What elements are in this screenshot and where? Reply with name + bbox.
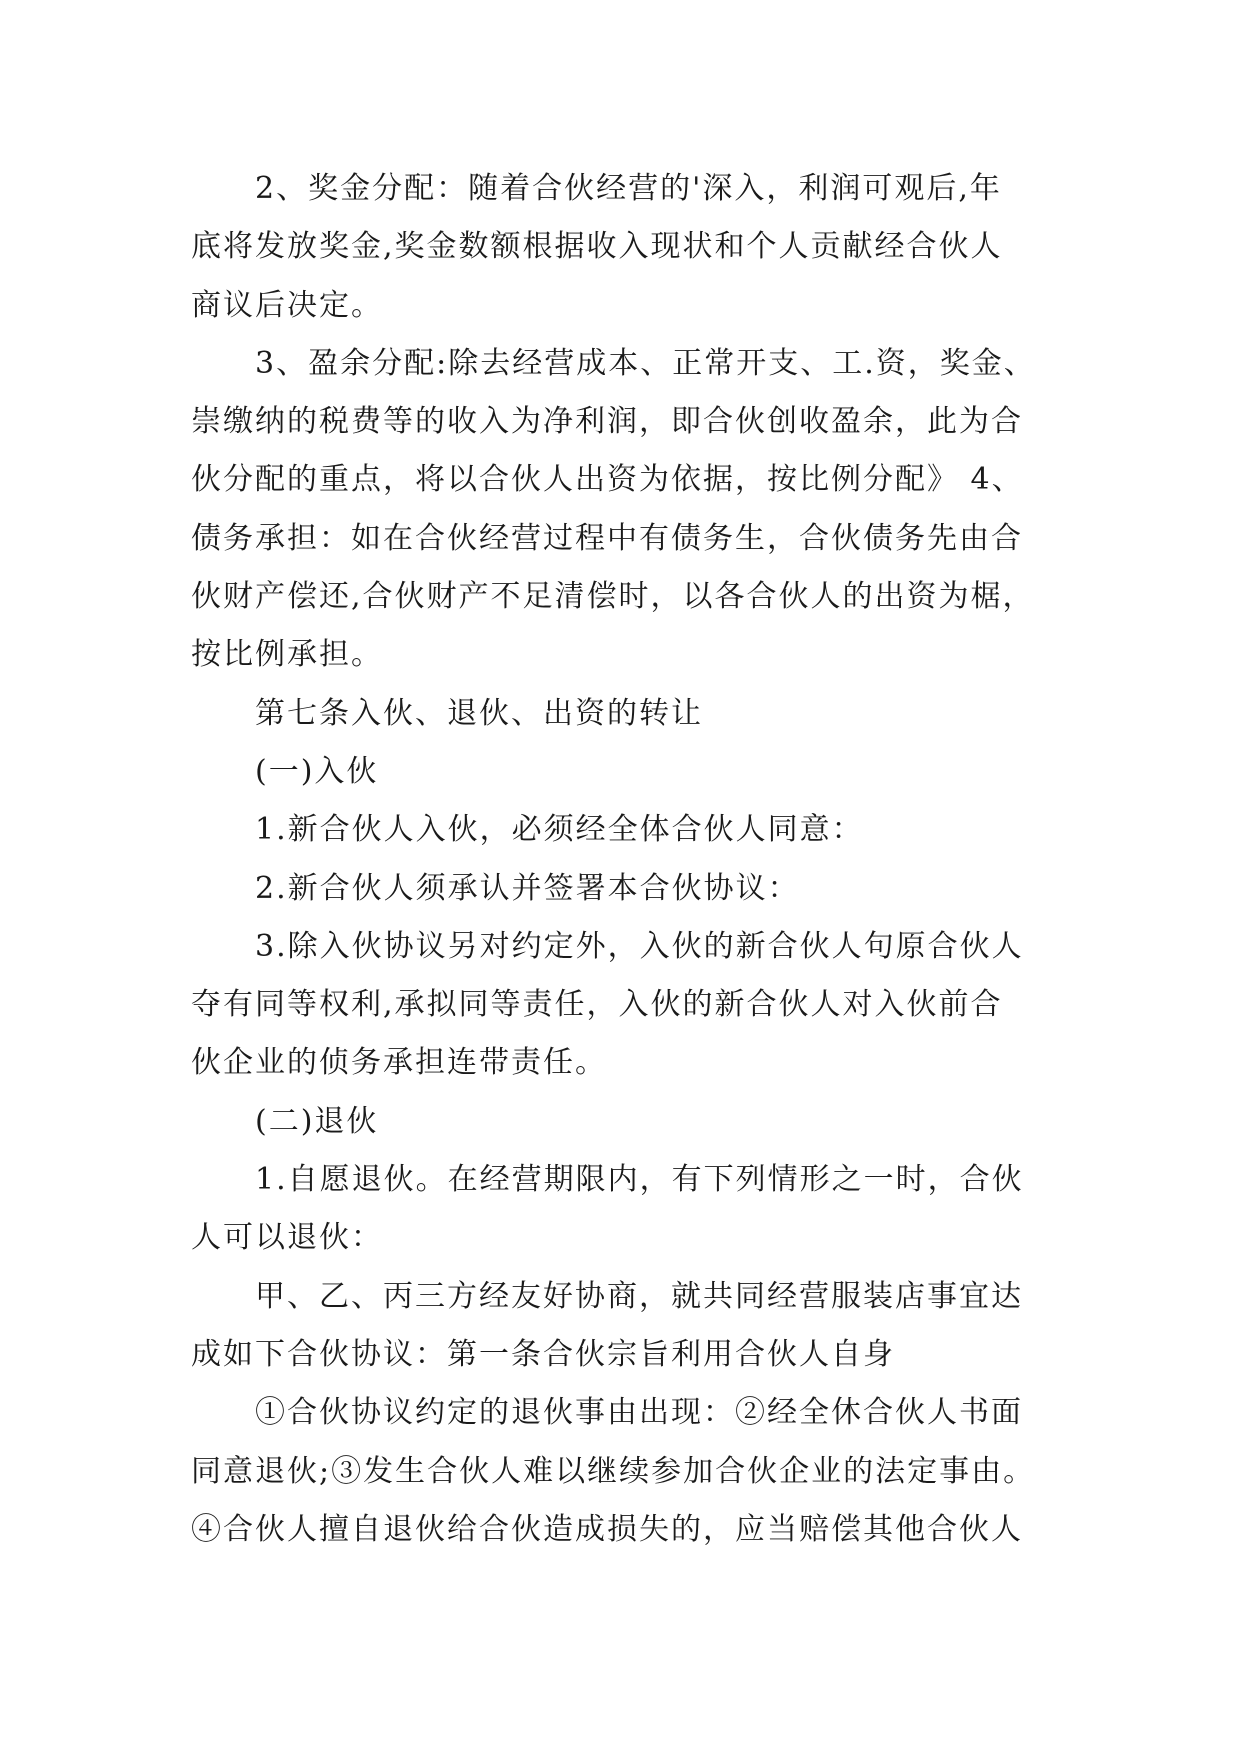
document-body	[191, 160, 1051, 1559]
text-line: 商议后决定。	[191, 287, 383, 323]
text-line: 2.新合伙人须承认并签署本合伙协议：	[255, 870, 800, 906]
text-line: 成如下合伙协议：第一条合伙宗旨利用合伙人自身	[191, 1336, 895, 1372]
text-line: (一)入伙	[255, 753, 379, 789]
text-line: 伙企业的侦务承担连带责任。	[191, 1045, 607, 1081]
text-line: 1.自愿退伙。在经营期限内，有下列情形之一时，合伙	[255, 1162, 1024, 1198]
text-line: 人可以退伙：	[191, 1220, 383, 1256]
text-line: (二)退伙	[255, 1103, 379, 1139]
text-line: 崇缴纳的税费等的收入为净利润，即合伙创收盈余，此为合	[191, 404, 1023, 440]
text-line: 伙分配的重点，将以合伙人出资为依据，按比例分配》 4、	[191, 462, 1024, 498]
text-line: 3、盈余分配:除去经营成本、正常开支、工.资，奖金、	[255, 345, 1036, 381]
text-line: 2、奖金分配：随着合伙经营的'深入，利润可观后,年	[255, 171, 1002, 206]
text-line: ④合伙人擅自退伙给合伙造成损失的，应当赔偿其他合伙人	[191, 1511, 1023, 1547]
text-line: 底将发放奖金,奖金数额根据收入现状和个人贡献经合伙人	[191, 229, 1003, 265]
text-line: 3.除入伙协议另对约定外，入伙的新合伙人句原合伙人	[255, 928, 1024, 964]
text-line: 债务承担：如在合伙经营过程中有债务生，合伙债务先由合	[191, 520, 1023, 556]
text-line: 按比例承担。	[191, 637, 383, 673]
text-line: 1.新合伙人入伙，必须经全体合伙人同意：	[255, 812, 864, 848]
text-line: 第七条入伙、退伙、出资的转让	[255, 695, 703, 731]
text-line: 甲、乙、丙三方经友好协商，就共同经营服装店事宜达	[255, 1278, 1023, 1314]
text-line: 夺有同等权利,承拟同等责任，入伙的新合伙人对入伙前合	[191, 987, 1003, 1023]
text-line: 同意退伙;③发生合伙人难以继续参加合伙企业的法定事由。	[191, 1453, 1036, 1489]
text-line: 伙财产偿还,合伙财产不足清偿时，以各合伙人的出资为椐，	[191, 579, 1035, 615]
text-line: ①合伙协议约定的退伙事由出现：②经全休合伙人书面	[255, 1395, 1023, 1431]
